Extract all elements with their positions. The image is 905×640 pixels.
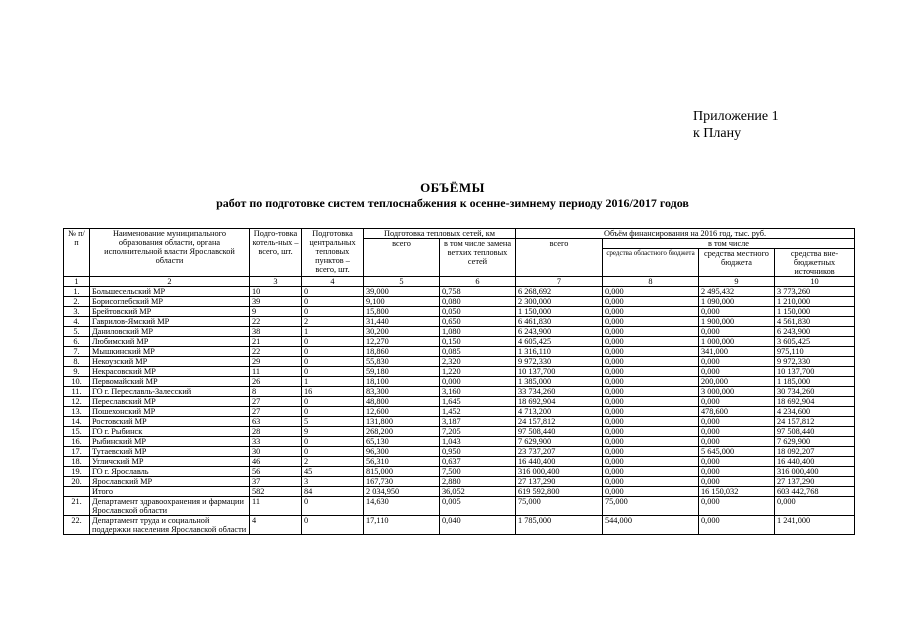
table-cell: 9 <box>250 307 302 317</box>
table-cell: 16 150,032 <box>699 487 775 497</box>
table-cell: 15. <box>64 427 90 437</box>
table-cell: 0 <box>302 337 364 347</box>
table-cell: 27 <box>250 397 302 407</box>
table-cell: 10 <box>250 287 302 297</box>
table-cell: 167,730 <box>364 477 440 487</box>
table-cell: 0 <box>302 307 364 317</box>
appendix-line1: Приложение 1 <box>693 109 779 124</box>
table-cell: 9 972,330 <box>516 357 603 367</box>
table-cell: 29 <box>250 357 302 367</box>
table-cell: 2 034,950 <box>364 487 440 497</box>
table-cell: 21 <box>250 337 302 347</box>
table-cell: 5 <box>302 417 364 427</box>
table-cell: 5. <box>64 327 90 337</box>
table-cell: 28 <box>250 427 302 437</box>
table-cell: 0,950 <box>440 447 516 457</box>
table-cell: 2 <box>302 317 364 327</box>
table-cell: 11 <box>250 497 302 516</box>
table-cell: 7 629,900 <box>516 437 603 447</box>
header-central: Подготовка центральных тепловых пунктов – всего, шт. <box>302 229 364 277</box>
table-cell: 30 734,260 <box>775 387 855 397</box>
table-cell: 0,000 <box>699 457 775 467</box>
table-cell: Переславский МР <box>90 397 250 407</box>
table-cell: Некоузский МР <box>90 357 250 367</box>
table-row <box>64 377 855 387</box>
table-cell: 39 <box>250 297 302 307</box>
table-cell: Любимский МР <box>90 337 250 347</box>
appendix-line2: к Плану <box>693 126 742 141</box>
column-number: 10 <box>775 277 855 287</box>
table-cell: 18 692,904 <box>775 397 855 407</box>
header-net-replace: в том числе замена ветхих тепловых сетей <box>440 239 516 277</box>
table-cell: 0,000 <box>699 397 775 407</box>
table-cell: 0,000 <box>603 487 699 497</box>
header-name: Наименование муниципального образования области, органа исполнительной власти Ярославской области <box>90 229 250 277</box>
table-row <box>64 487 855 497</box>
table-cell: 1 785,000 <box>516 516 603 535</box>
table-cell: 0,000 <box>699 327 775 337</box>
table-cell: 0,000 <box>699 307 775 317</box>
table-cell: 31,440 <box>364 317 440 327</box>
table-cell: 2 300,000 <box>516 297 603 307</box>
table-cell: Департамент здравоохранения и фармации Ярославской области <box>90 497 250 516</box>
table-cell: Рыбинский МР <box>90 437 250 447</box>
column-number: 1 <box>64 277 90 287</box>
table-cell: 0,000 <box>603 377 699 387</box>
table-cell: 2,880 <box>440 477 516 487</box>
table-cell: 4 605,425 <box>516 337 603 347</box>
table-cell: 10 137,700 <box>775 367 855 377</box>
table-row <box>64 417 855 427</box>
table-cell: 0 <box>302 407 364 417</box>
table-row <box>64 357 855 367</box>
table-cell: 18,860 <box>364 347 440 357</box>
table-cell: 0,000 <box>699 437 775 447</box>
table-cell: 1 000,000 <box>699 337 775 347</box>
table-cell: 3,187 <box>440 417 516 427</box>
header-finance: Объём финансирования на 2016 год, тыс. руб. <box>516 229 855 239</box>
table-cell: 97 508,440 <box>516 427 603 437</box>
table-cell: 0,080 <box>440 297 516 307</box>
table-cell: 59,180 <box>364 367 440 377</box>
header-fin-total: всего <box>516 239 603 277</box>
table-cell: 24 157,812 <box>516 417 603 427</box>
table-cell: 1,645 <box>440 397 516 407</box>
table-cell: 6 268,692 <box>516 287 603 297</box>
table-cell: 7,205 <box>440 427 516 437</box>
table-row <box>64 387 855 397</box>
table-cell: Некрасовский МР <box>90 367 250 377</box>
table-cell: 1,452 <box>440 407 516 417</box>
table-cell: Даниловский МР <box>90 327 250 337</box>
table-cell: Ярославский МР <box>90 477 250 487</box>
table-cell: 0 <box>302 367 364 377</box>
table-cell: 15,800 <box>364 307 440 317</box>
table-cell: 1 090,000 <box>699 297 775 307</box>
table-cell: 0,000 <box>603 467 699 477</box>
table-cell: 97 508,440 <box>775 427 855 437</box>
table-row <box>64 337 855 347</box>
table-cell: 16 440,400 <box>516 457 603 467</box>
table-cell: Большесельский МР <box>90 287 250 297</box>
table-cell: 83,300 <box>364 387 440 397</box>
table-cell: 1 150,000 <box>516 307 603 317</box>
table-cell: 2,320 <box>440 357 516 367</box>
table-cell: 16. <box>64 437 90 447</box>
table-cell: 0,000 <box>699 367 775 377</box>
table-cell: 478,600 <box>699 407 775 417</box>
table-cell: 7,500 <box>440 467 516 477</box>
table-cell: 0,150 <box>440 337 516 347</box>
table-cell: 9 972,330 <box>775 357 855 367</box>
table-cell: 12. <box>64 397 90 407</box>
column-number: 8 <box>603 277 699 287</box>
table-cell: 12,270 <box>364 337 440 347</box>
table-row <box>64 447 855 457</box>
table-cell: 1 900,000 <box>699 317 775 327</box>
table-cell: 21. <box>64 497 90 516</box>
header-boilers: Подго-товка котель-ных – всего, шт. <box>250 229 302 277</box>
table-cell: 0,085 <box>440 347 516 357</box>
table-cell: 75,000 <box>603 497 699 516</box>
table-row <box>64 407 855 417</box>
table-cell: 8. <box>64 357 90 367</box>
table-cell: 2 <box>302 457 364 467</box>
table-cell: 0,000 <box>699 516 775 535</box>
table-cell: 268,200 <box>364 427 440 437</box>
table-cell: 1. <box>64 287 90 297</box>
table-cell: 9. <box>64 367 90 377</box>
table-cell: 13. <box>64 407 90 417</box>
table-cell: 0 <box>302 357 364 367</box>
table-cell: 1 210,000 <box>775 297 855 307</box>
table-row <box>64 397 855 407</box>
column-number: 3 <box>250 277 302 287</box>
table-row <box>64 287 855 297</box>
table-cell: 0,000 <box>603 447 699 457</box>
table-cell: 0,000 <box>775 497 855 516</box>
table-cell: 30,200 <box>364 327 440 337</box>
table-row <box>64 427 855 437</box>
table-body <box>64 277 855 535</box>
table-cell: 20. <box>64 477 90 487</box>
header-networks: Подготовка тепловых сетей, км <box>364 229 516 239</box>
table-cell: 0,000 <box>603 477 699 487</box>
column-number-row <box>64 277 855 287</box>
table-cell: 0,000 <box>603 357 699 367</box>
table-cell: 544,000 <box>603 516 699 535</box>
table-cell: Мышкинский МР <box>90 347 250 357</box>
table-row <box>64 307 855 317</box>
table-cell: 0 <box>302 516 364 535</box>
column-number: 2 <box>90 277 250 287</box>
table-cell: 4 234,600 <box>775 407 855 417</box>
table-cell: 0,000 <box>603 317 699 327</box>
table-cell: 18 092,207 <box>775 447 855 457</box>
table-cell: 18 692,904 <box>516 397 603 407</box>
table-cell: 0,000 <box>603 297 699 307</box>
table-cell: Гаврилов-Ямский МР <box>90 317 250 327</box>
table-cell: 0,000 <box>603 437 699 447</box>
table-cell: 0,000 <box>603 457 699 467</box>
table-cell: 4 713,200 <box>516 407 603 417</box>
table-cell: 45 <box>302 467 364 477</box>
table-cell: 9 <box>302 427 364 437</box>
table-row <box>64 497 855 516</box>
table-row <box>64 367 855 377</box>
column-number: 6 <box>440 277 516 287</box>
table-cell: 0,000 <box>603 307 699 317</box>
table-cell: 3 000,000 <box>699 387 775 397</box>
table-row <box>64 327 855 337</box>
doc-title: ОБЪЁМЫ <box>420 180 485 195</box>
table-cell: 0,000 <box>699 427 775 437</box>
table-cell: 11 <box>250 367 302 377</box>
table-cell: 33 734,260 <box>516 387 603 397</box>
column-number: 5 <box>364 277 440 287</box>
table-cell: 24 157,812 <box>775 417 855 427</box>
table-cell: 2. <box>64 297 90 307</box>
table-cell: 1 185,000 <box>775 377 855 387</box>
table-row <box>64 437 855 447</box>
table-cell: 36,052 <box>440 487 516 497</box>
table-cell: 18. <box>64 457 90 467</box>
table-cell: 30 <box>250 447 302 457</box>
table-cell: 17. <box>64 447 90 457</box>
table-cell: 27 137,290 <box>775 477 855 487</box>
table-cell: ГО г. Ярославль <box>90 467 250 477</box>
table-cell: 0,000 <box>603 407 699 417</box>
table-cell: Борисоглебский МР <box>90 297 250 307</box>
table-cell: 37 <box>250 477 302 487</box>
table-cell: 0,000 <box>699 467 775 477</box>
header-net-total: всего <box>364 239 440 277</box>
table-cell: 975,110 <box>775 347 855 357</box>
table-cell: 4 <box>250 516 302 535</box>
table-cell: 0,000 <box>699 497 775 516</box>
table-row <box>64 457 855 467</box>
table-cell: 0 <box>302 447 364 457</box>
table-cell: 0,000 <box>699 477 775 487</box>
table-cell: 3,160 <box>440 387 516 397</box>
table-cell: ГО г. Рыбинск <box>90 427 250 437</box>
table-cell: 48,800 <box>364 397 440 407</box>
table-cell: 27 <box>250 407 302 417</box>
table-cell: 0,650 <box>440 317 516 327</box>
column-number: 9 <box>699 277 775 287</box>
table-cell: 0,758 <box>440 287 516 297</box>
table-cell: 0 <box>302 297 364 307</box>
table-cell: 4. <box>64 317 90 327</box>
table-cell: 14,630 <box>364 497 440 516</box>
table-cell: 2 495,432 <box>699 287 775 297</box>
table-cell: 3 773,260 <box>775 287 855 297</box>
table-cell: 0,637 <box>440 457 516 467</box>
table-cell: 1,043 <box>440 437 516 447</box>
table-row <box>64 317 855 327</box>
table-cell <box>64 487 90 497</box>
table-cell: 0,000 <box>603 427 699 437</box>
column-number: 4 <box>302 277 364 287</box>
table-cell: 0,000 <box>699 417 775 427</box>
table-cell: 27 137,290 <box>516 477 603 487</box>
table-cell: 46 <box>250 457 302 467</box>
table-cell: 0,000 <box>603 287 699 297</box>
table-cell: 0,000 <box>603 417 699 427</box>
table-cell: 1 <box>302 327 364 337</box>
table-cell: 6 461,830 <box>516 317 603 327</box>
table-cell: 0 <box>302 397 364 407</box>
table-cell: 0 <box>302 287 364 297</box>
table-cell: 16 <box>302 387 364 397</box>
table-cell: 603 442,768 <box>775 487 855 497</box>
table-cell: 200,000 <box>699 377 775 387</box>
table-cell: 39,000 <box>364 287 440 297</box>
column-number: 7 <box>516 277 603 287</box>
header-fin-extra: средства вне-бюджетных источников <box>775 249 855 277</box>
table-cell: 0,000 <box>603 347 699 357</box>
table-cell: 0,040 <box>440 516 516 535</box>
table-cell: 11. <box>64 387 90 397</box>
table-cell: 0,000 <box>440 377 516 387</box>
table-cell: 0 <box>302 497 364 516</box>
table-cell: 3. <box>64 307 90 317</box>
table-cell: 7. <box>64 347 90 357</box>
volumes-table <box>63 228 855 535</box>
table-cell: 0,050 <box>440 307 516 317</box>
table-cell: 56 <box>250 467 302 477</box>
table-cell: 1,220 <box>440 367 516 377</box>
table-cell: 0,000 <box>699 357 775 367</box>
table-cell: 316 000,400 <box>775 467 855 477</box>
table-cell: Итого <box>90 487 250 497</box>
table-cell: Брейтовский МР <box>90 307 250 317</box>
table-cell: 0,000 <box>603 397 699 407</box>
table-cell: 12,600 <box>364 407 440 417</box>
table-cell: 1 <box>302 377 364 387</box>
table-cell: 582 <box>250 487 302 497</box>
table-cell: ГО г. Переславль-Залесский <box>90 387 250 397</box>
table-cell: 75,000 <box>516 497 603 516</box>
table-cell: 619 592,800 <box>516 487 603 497</box>
table-cell: 38 <box>250 327 302 337</box>
table-cell: 26 <box>250 377 302 387</box>
table-cell: 341,000 <box>699 347 775 357</box>
table-cell: 1,080 <box>440 327 516 337</box>
table-cell: 56,310 <box>364 457 440 467</box>
table-cell: 0 <box>302 437 364 447</box>
table-cell: Пошехонский МР <box>90 407 250 417</box>
table-cell: 65,130 <box>364 437 440 447</box>
table-cell: 18,100 <box>364 377 440 387</box>
table-cell: Угличский МР <box>90 457 250 467</box>
table-cell: 16 440,400 <box>775 457 855 467</box>
table-cell: 9,100 <box>364 297 440 307</box>
table-cell: 7 629,900 <box>775 437 855 447</box>
table-cell: 0,005 <box>440 497 516 516</box>
table-cell: 22 <box>250 317 302 327</box>
table-cell: 131,800 <box>364 417 440 427</box>
table-cell: 1 150,000 <box>775 307 855 317</box>
table-cell: 1 316,110 <box>516 347 603 357</box>
table-cell: 0,000 <box>603 367 699 377</box>
table-cell: 6. <box>64 337 90 347</box>
table-cell: 63 <box>250 417 302 427</box>
table-row <box>64 516 855 535</box>
table-cell: 22. <box>64 516 90 535</box>
table-cell: 5 645,000 <box>699 447 775 457</box>
table-cell: 19. <box>64 467 90 477</box>
table-cell: 17,110 <box>364 516 440 535</box>
table-cell: 1 241,000 <box>775 516 855 535</box>
table-cell: 96,300 <box>364 447 440 457</box>
table-cell: 316 000,400 <box>516 467 603 477</box>
table-cell: 22 <box>250 347 302 357</box>
table-cell: 815,000 <box>364 467 440 477</box>
table-cell: 84 <box>302 487 364 497</box>
table-row <box>64 467 855 477</box>
header-fin-local: средства местного бюджета <box>699 249 775 277</box>
table-row <box>64 477 855 487</box>
header-fin-incl: в том числе <box>603 239 855 249</box>
table-cell: 0,000 <box>603 337 699 347</box>
table-cell: 1 385,000 <box>516 377 603 387</box>
table-cell: 0,000 <box>603 387 699 397</box>
table-cell: 10 137,700 <box>516 367 603 377</box>
table-cell: 0,000 <box>603 327 699 337</box>
table-cell: 23 737,207 <box>516 447 603 457</box>
table-cell: Департамент труда и социальной поддержки населения Ярославской области <box>90 516 250 535</box>
header-num: № п/п <box>64 229 90 277</box>
appendix-note <box>693 108 779 142</box>
doc-subtitle: работ по подготовке систем теплоснабжения к осенне-зимнему периоду 2016/2017 годов <box>216 196 689 210</box>
table-row <box>64 297 855 307</box>
table-cell: 6 243,900 <box>775 327 855 337</box>
table-cell: 55,830 <box>364 357 440 367</box>
table-cell: Первомайский МР <box>90 377 250 387</box>
table-cell: 6 243,900 <box>516 327 603 337</box>
table-cell: 0 <box>302 347 364 357</box>
table-cell: Тутаевский МР <box>90 447 250 457</box>
table-cell: 14. <box>64 417 90 427</box>
header-fin-region: средства областного бюджета <box>603 249 699 277</box>
table-cell: 8 <box>250 387 302 397</box>
table-cell: 3 605,425 <box>775 337 855 347</box>
table-cell: 4 561,830 <box>775 317 855 327</box>
table-cell: 10. <box>64 377 90 387</box>
table-cell: Ростовский МР <box>90 417 250 427</box>
table-row <box>64 347 855 357</box>
table-cell: 3 <box>302 477 364 487</box>
table-cell: 33 <box>250 437 302 447</box>
